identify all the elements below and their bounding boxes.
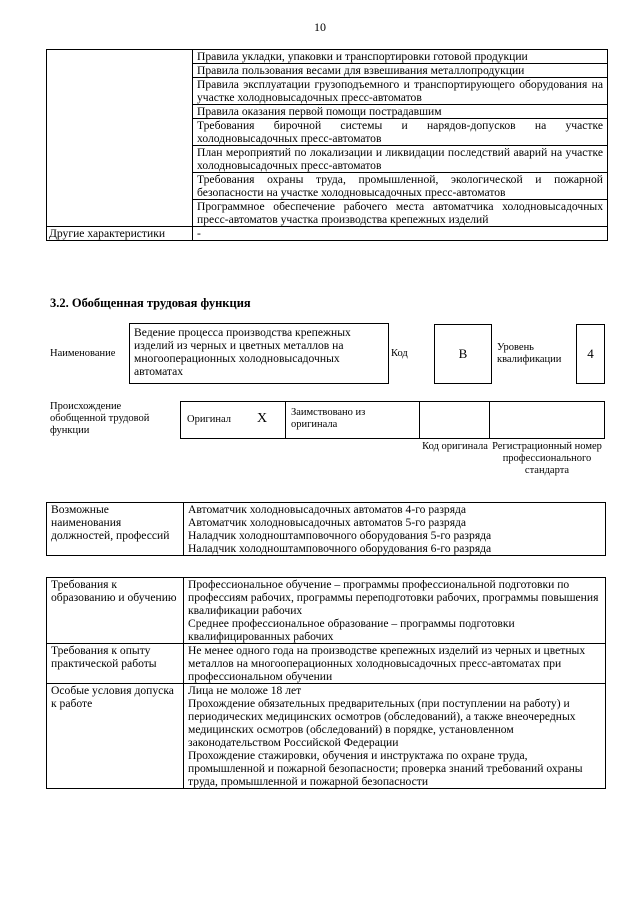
original-mark: Х	[257, 411, 268, 426]
code-label: Код	[391, 348, 408, 359]
level-label: Уровень квалификации	[497, 342, 562, 365]
other-characteristics-label: Другие характеристики	[47, 227, 193, 241]
position-item: Наладчик холодноштамповочного оборудования 6-го разряда	[188, 542, 492, 555]
conditions-item: Лица не моложе 18 лет	[188, 684, 302, 697]
education-list	[184, 578, 606, 644]
experience-label: Требования к опыту практической работы	[47, 644, 184, 684]
conditions-item: Прохождение стажировки, обучения и инструктажа по охране труда, промышленной и пожарной безопасности; проверка знаний требований охраны труда, промышленной и пожарной безопасности	[188, 749, 583, 788]
position-item: Наладчик холодноштамповочного оборудования 5-го разряда	[188, 529, 492, 542]
origin-label: Происхождение обобщенной трудовой функции	[50, 401, 150, 436]
function-name-box: Ведение процесса производства крепежных изделий из черных и цветных металлов на многооперационных холодновысадочных автоматах	[129, 323, 389, 384]
positions-list	[184, 503, 606, 556]
position-item: Автоматчик холодновысадочных автоматов 5-го разряда	[188, 516, 467, 529]
knowledge-item: Программное обеспечение рабочего места автоматчика холодновысадочных пресс-автоматов участка производства крепежных изделий	[193, 200, 608, 227]
empty-label-cell	[47, 50, 193, 227]
other-characteristics-value: -	[193, 227, 608, 241]
requirements-table	[46, 577, 606, 789]
divider	[489, 402, 490, 438]
knowledge-item: Требования охраны труда, промышленной, экологической и пожарной безопасности на участке холодновысадочных пресс-автоматов	[193, 173, 608, 200]
positions-table	[46, 502, 606, 556]
reg-number-caption: Регистрационный номер профессионального стандарта	[492, 441, 602, 476]
knowledge-item: Правила эксплуатации грузоподъемного и транспортирующего оборудования на участке холодновысадочных пресс-автоматов	[193, 78, 608, 105]
knowledge-item: Правила пользования весами для взвешивания металлопродукции	[193, 64, 608, 78]
positions-label: Возможные наименования должностей, профессий	[47, 503, 184, 556]
experience-item: Не менее одного года на производстве крепежных изделий из черных и цветных металлов на многооперационных холодновысадочных пресс-автоматах при профессиональном обучении	[188, 644, 586, 683]
origin-box	[180, 401, 605, 439]
borrowed-label: Заимствовано из оригинала	[291, 407, 366, 430]
code-value-box: В	[434, 324, 492, 384]
education-item: Профессиональное обучение – программы профессиональной подготовки по профессиям рабочих, программы переподготовки рабочих, программы повышения квалификации рабочих	[188, 578, 599, 617]
conditions-item: Прохождение обязательных предварительных (при поступлении на работу) и периодических медицинских осмотров (обследований), а также внеочередных медицинских осмотров (обследований) в порядке, установленном законодательством Российской Федерации	[188, 697, 576, 749]
position-item: Автоматчик холодновысадочных автоматов 4-го разряда	[188, 503, 467, 516]
knowledge-table	[46, 49, 608, 241]
name-label: Наименование	[50, 348, 116, 359]
section-heading: 3.2. Обобщенная трудовая функция	[50, 296, 251, 310]
knowledge-item: Требования бирочной системы и нарядов-допусков на участке холодновысадочных пресс-автоматов	[193, 119, 608, 146]
education-item: Среднее профессиональное образование – программы подготовки квалифицированных рабочих	[188, 617, 515, 643]
conditions-list	[184, 684, 606, 789]
conditions-label: Особые условия допуска к работе	[47, 684, 184, 789]
knowledge-item: Правила укладки, упаковки и транспортировки готовой продукции	[193, 50, 608, 64]
knowledge-item: Правила оказания первой помощи пострадавшим	[193, 105, 608, 119]
education-label: Требования к образованию и обучению	[47, 578, 184, 644]
page-number: 10	[314, 20, 326, 34]
knowledge-item: План мероприятий по локализации и ликвидации последствий аварий на участке холодновысадочных пресс-автоматов	[193, 146, 608, 173]
experience-list	[184, 644, 606, 684]
divider	[285, 402, 286, 438]
original-label: Оригинал	[187, 414, 231, 425]
divider	[419, 402, 420, 438]
code-original-caption: Код оригинала	[422, 441, 488, 452]
level-value-box: 4	[576, 324, 605, 384]
